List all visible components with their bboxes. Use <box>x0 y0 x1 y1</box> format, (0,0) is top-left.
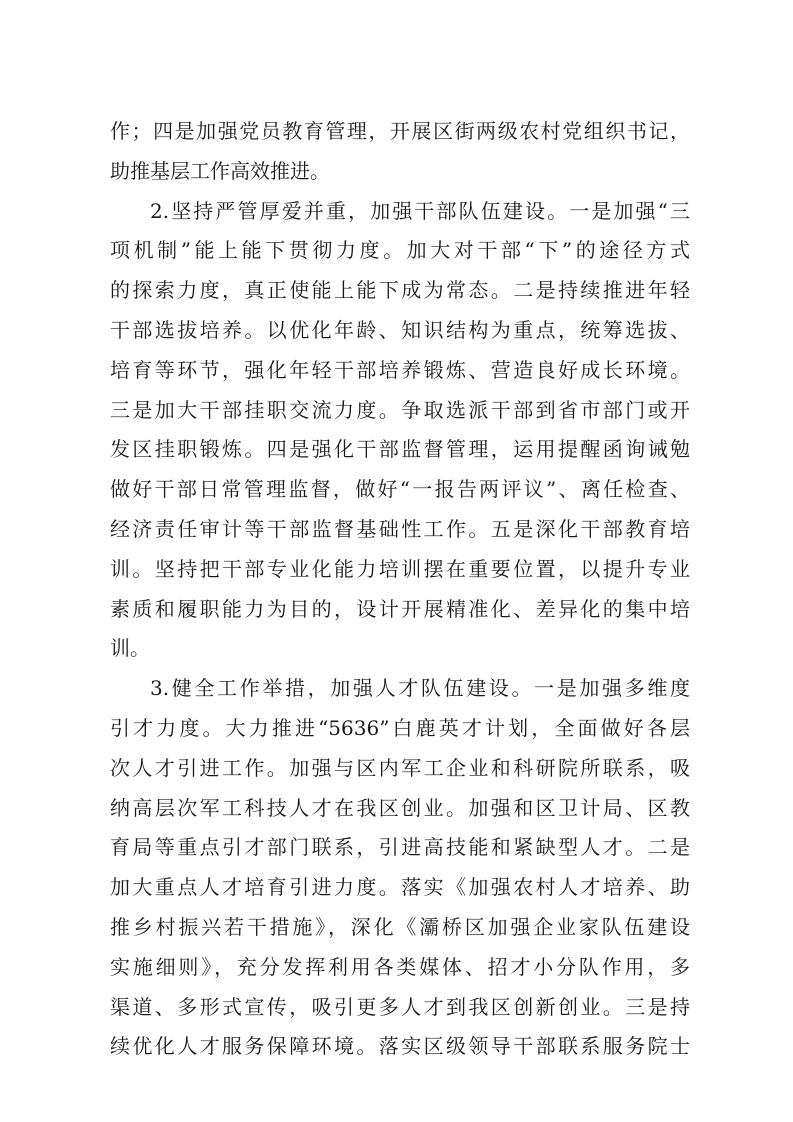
text-line: 渠道、多形式宣传，吸引更多人才到我区创新创业。三是持 <box>110 994 690 1019</box>
text-line: 次人才引进工作。加强与区内军工企业和科研院所联系，吸 <box>110 755 690 780</box>
text-line: 做好干部日常管理监督，做好“一报告两评议”、离任检查、 <box>110 477 690 502</box>
text-line: 引才力度。大力推进“5636”白鹿英才计划，全面做好各层 <box>110 715 690 740</box>
text-line: 续优化人才服务保障环境。落实区级领导干部联系服务院士 <box>110 1034 690 1059</box>
text-line: 的探索力度，真正使能上能下成为常态。二是持续推进年轻 <box>110 278 690 303</box>
text-line: 干部选拔培养。以优化年龄、知识结构为重点，统筹选拔、 <box>110 317 690 342</box>
text-line: 纳高层次军工科技人才在我区创业。加强和区卫计局、区教 <box>110 795 690 820</box>
text-line: 育局等重点引才部门联系，引进高技能和紧缺型人才。二是 <box>110 835 690 860</box>
text-line: 加大重点人才培育引进力度。落实《加强农村人才培养、助 <box>110 875 690 900</box>
text-line: 2.坚持严管厚爱并重，加强干部队伍建设。一是加强“三 <box>150 198 690 223</box>
text-line: 3.健全工作举措，加强人才队伍建设。一是加强多维度 <box>150 676 690 701</box>
text-line: 助推基层工作高效推进。 <box>110 158 330 183</box>
body-text <box>110 112 690 1067</box>
text-line: 推乡村振兴若干措施》，深化《灞桥区加强企业家队伍建设 <box>110 914 690 939</box>
text-line: 素质和履职能力为目的，设计开展精准化、差异化的集中培 <box>110 596 690 621</box>
text-line: 发区挂职锻炼。四是强化干部监督管理，运用提醒函询诫勉 <box>110 437 690 462</box>
text-line: 三是加大干部挂职交流力度。争取选派干部到省市部门或开 <box>110 397 690 422</box>
text-line: 作；四是加强党员教育管理，开展区街两级农村党组织书记， <box>110 119 690 143</box>
text-line: 经济责任审计等干部监督基础性工作。五是深化干部教育培 <box>110 516 690 541</box>
text-line: 训。坚持把干部专业化能力培训摆在重要位置，以提升专业 <box>110 556 690 581</box>
text-line: 训。 <box>110 636 150 661</box>
text-line: 项机制”能上能下贯彻力度。加大对干部“下”的途径方式 <box>110 238 690 263</box>
text-line: 培育等环节，强化年轻干部培养锻炼、营造良好成长环境。 <box>110 357 690 382</box>
text-line: 实施细则》，充分发挥利用各类媒体、招才小分队作用，多 <box>110 954 690 979</box>
